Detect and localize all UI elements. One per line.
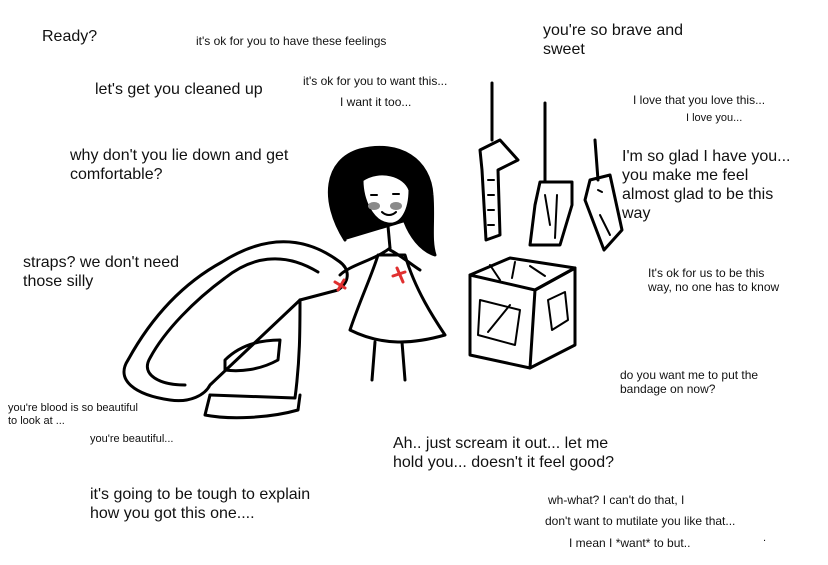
caption-want-too: I want it too... (340, 95, 412, 109)
stray-dot: . (763, 532, 767, 544)
caption-tough: it's going to be tough to explain how you got this one.... (90, 486, 311, 522)
caption-wh-what: wh-what? I can't do that, I (548, 493, 685, 507)
caption-mutilate: don't want to mutilate you like that... (545, 514, 736, 528)
caption-brave: you're so brave and sweet (543, 22, 684, 58)
caption-ready: Ready? (42, 28, 98, 45)
caption-straps: straps? we don't need those silly (23, 254, 180, 290)
caption-love-you: I love you... (686, 112, 743, 124)
hanging-tools-drawing (480, 83, 622, 250)
caption-mean: I mean I *want* to but.. (569, 536, 691, 550)
caption-ok-want: it's ok for you to want this... (303, 74, 448, 88)
caption-lie-down: why don't you lie down and get comfortable? (70, 147, 289, 183)
caption-love-that: I love that you love this... (633, 93, 766, 107)
caption-ok-us: It's ok for us to be this way, no one has to know (648, 266, 780, 295)
caption-scream: Ah.. just scream it out... let me hold you... doesn't it feel good? (393, 435, 614, 471)
caption-glad: I'm so glad I have you... you make me feel almost glad to be this way (622, 148, 791, 222)
caption-cleaned-up: let's get you cleaned up (95, 81, 263, 98)
caption-bandage: do you want me to put the bandage on now? (620, 368, 759, 397)
caption-blood: you're blood is so beautiful to look at ... (8, 402, 138, 427)
girl-drawing (329, 147, 445, 380)
caption-beautiful: you're beautiful... (90, 433, 174, 445)
toolbox-drawing (470, 258, 575, 368)
caption-ok-feelings: it's ok for you to have these feelings (196, 34, 387, 48)
